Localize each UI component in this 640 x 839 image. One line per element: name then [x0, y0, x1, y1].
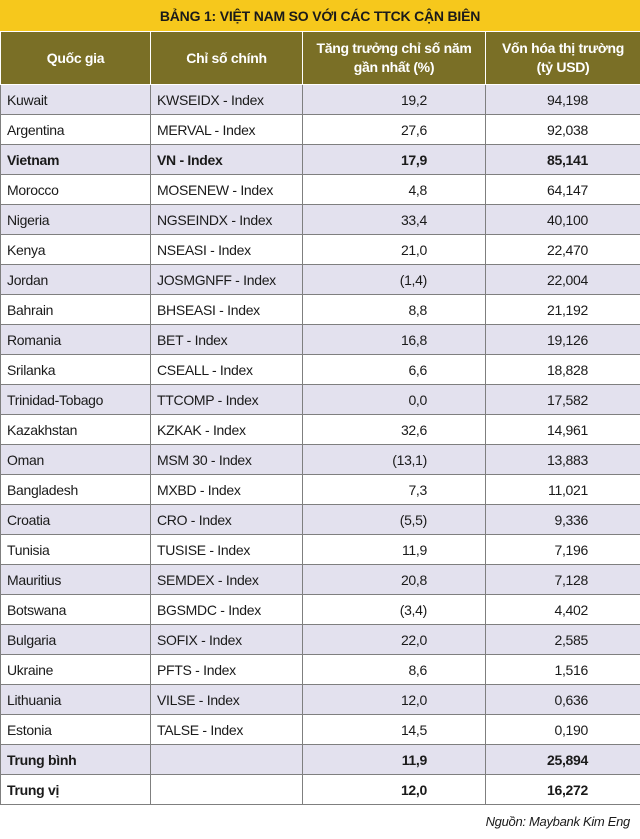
table-title: BẢNG 1: VIỆT NAM SO VỚI CÁC TTCK CẬN BIÊN — [0, 0, 640, 31]
table-row — [1, 265, 640, 295]
header-growth — [303, 32, 486, 85]
header-country: Quốc gia — [1, 32, 151, 85]
cell-market-cap: 92,038 — [486, 115, 640, 145]
cell-index: PFTS - Index — [151, 655, 303, 685]
header-index: Chỉ số chính — [151, 32, 303, 85]
cell-country: Trung bình — [1, 745, 151, 775]
cell-growth: 19,2 — [303, 85, 486, 115]
cell-market-cap: 21,192 — [486, 295, 640, 325]
cell-country: Kazakhstan — [1, 415, 151, 445]
cell-index: MERVAL - Index — [151, 115, 303, 145]
cell-country: Trinidad-Tobago — [1, 385, 151, 415]
table-row — [1, 625, 640, 655]
cell-growth: 32,6 — [303, 415, 486, 445]
header-cap-line2: (tỷ USD) — [536, 59, 590, 75]
cell-country: Kenya — [1, 235, 151, 265]
cell-market-cap: 2,585 — [486, 625, 640, 655]
cell-growth: 6,6 — [303, 355, 486, 385]
cell-country: Ukraine — [1, 655, 151, 685]
cell-market-cap: 19,126 — [486, 325, 640, 355]
market-comparison-table — [0, 31, 640, 805]
cell-index: TTCOMP - Index — [151, 385, 303, 415]
cell-index: CRO - Index — [151, 505, 303, 535]
source-note: Nguồn: Maybank Kim Eng — [485, 814, 630, 829]
cell-growth: 17,9 — [303, 145, 486, 175]
table-row — [1, 175, 640, 205]
table-header — [1, 32, 640, 85]
cell-market-cap: 7,128 — [486, 565, 640, 595]
cell-market-cap: 16,272 — [486, 775, 640, 805]
cell-country: Morocco — [1, 175, 151, 205]
cell-index: CSEALL - Index — [151, 355, 303, 385]
header-market-cap — [486, 32, 640, 85]
cell-index — [151, 745, 303, 775]
cell-index: BET - Index — [151, 325, 303, 355]
cell-index: KZKAK - Index — [151, 415, 303, 445]
cell-growth: 20,8 — [303, 565, 486, 595]
cell-market-cap: 22,004 — [486, 265, 640, 295]
table-row — [1, 535, 640, 565]
cell-growth: 8,6 — [303, 655, 486, 685]
table-row — [1, 715, 640, 745]
cell-country: Mauritius — [1, 565, 151, 595]
cell-market-cap: 14,961 — [486, 415, 640, 445]
cell-market-cap: 13,883 — [486, 445, 640, 475]
cell-country: Bangladesh — [1, 475, 151, 505]
table-body — [1, 85, 640, 805]
table-row — [1, 325, 640, 355]
cell-growth: 16,8 — [303, 325, 486, 355]
cell-index: JOSMGNFF - Index — [151, 265, 303, 295]
table-row — [1, 475, 640, 505]
cell-index: SEMDEX - Index — [151, 565, 303, 595]
table-row — [1, 115, 640, 145]
header-growth-line2: gần nhất (%) — [353, 59, 435, 75]
cell-country: Botswana — [1, 595, 151, 625]
cell-index: MXBD - Index — [151, 475, 303, 505]
cell-index: NGSEINDX - Index — [151, 205, 303, 235]
table-row — [1, 85, 640, 115]
cell-growth: 14,5 — [303, 715, 486, 745]
header-row — [1, 32, 640, 85]
cell-market-cap: 17,582 — [486, 385, 640, 415]
cell-market-cap: 18,828 — [486, 355, 640, 385]
header-cap-line1: Vốn hóa thị trường — [501, 40, 624, 56]
cell-market-cap: 1,516 — [486, 655, 640, 685]
cell-country: Vietnam — [1, 145, 151, 175]
cell-growth: 8,8 — [303, 295, 486, 325]
cell-growth: 4,8 — [303, 175, 486, 205]
table-row — [1, 385, 640, 415]
cell-market-cap: 11,021 — [486, 475, 640, 505]
cell-market-cap: 7,196 — [486, 535, 640, 565]
cell-growth: 11,9 — [303, 745, 486, 775]
table-row — [1, 235, 640, 265]
cell-growth: 12,0 — [303, 775, 486, 805]
cell-index: KWSEIDX - Index — [151, 85, 303, 115]
table-row — [1, 505, 640, 535]
cell-growth: (13,1) — [303, 445, 486, 475]
cell-market-cap: 64,147 — [486, 175, 640, 205]
cell-index: BGSMDC - Index — [151, 595, 303, 625]
table-row — [1, 685, 640, 715]
table-row — [1, 655, 640, 685]
cell-market-cap: 94,198 — [486, 85, 640, 115]
cell-country: Croatia — [1, 505, 151, 535]
header-growth-line1: Tăng trưởng chỉ số năm — [316, 40, 472, 56]
cell-growth: 21,0 — [303, 235, 486, 265]
table-row — [1, 775, 640, 805]
table-row — [1, 565, 640, 595]
cell-market-cap: 4,402 — [486, 595, 640, 625]
table-row — [1, 145, 640, 175]
cell-growth: 0,0 — [303, 385, 486, 415]
cell-country: Lithuania — [1, 685, 151, 715]
cell-index: NSEASI - Index — [151, 235, 303, 265]
cell-index: TALSE - Index — [151, 715, 303, 745]
cell-index: MSM 30 - Index — [151, 445, 303, 475]
table-row — [1, 415, 640, 445]
cell-country: Romania — [1, 325, 151, 355]
cell-country: Srilanka — [1, 355, 151, 385]
table-row — [1, 295, 640, 325]
cell-country: Nigeria — [1, 205, 151, 235]
cell-country: Bahrain — [1, 295, 151, 325]
cell-index: MOSENEW - Index — [151, 175, 303, 205]
cell-index: BHSEASI - Index — [151, 295, 303, 325]
cell-index: VILSE - Index — [151, 685, 303, 715]
cell-growth: 33,4 — [303, 205, 486, 235]
cell-country: Argentina — [1, 115, 151, 145]
cell-market-cap: 22,470 — [486, 235, 640, 265]
cell-index: TUSISE - Index — [151, 535, 303, 565]
table-row — [1, 205, 640, 235]
cell-growth: (3,4) — [303, 595, 486, 625]
cell-growth: 27,6 — [303, 115, 486, 145]
cell-index: VN - Index — [151, 145, 303, 175]
cell-growth: 7,3 — [303, 475, 486, 505]
cell-market-cap: 0,636 — [486, 685, 640, 715]
table-row — [1, 445, 640, 475]
cell-market-cap: 40,100 — [486, 205, 640, 235]
table-row — [1, 595, 640, 625]
cell-country: Kuwait — [1, 85, 151, 115]
cell-country: Estonia — [1, 715, 151, 745]
cell-index — [151, 775, 303, 805]
cell-country: Jordan — [1, 265, 151, 295]
cell-country: Trung vị — [1, 775, 151, 805]
cell-country: Tunisia — [1, 535, 151, 565]
table-row — [1, 745, 640, 775]
cell-growth: (1,4) — [303, 265, 486, 295]
cell-index: SOFIX - Index — [151, 625, 303, 655]
cell-country: Bulgaria — [1, 625, 151, 655]
cell-market-cap: 9,336 — [486, 505, 640, 535]
cell-market-cap: 25,894 — [486, 745, 640, 775]
cell-country: Oman — [1, 445, 151, 475]
table-row — [1, 355, 640, 385]
cell-growth: 22,0 — [303, 625, 486, 655]
cell-growth: 11,9 — [303, 535, 486, 565]
cell-market-cap: 0,190 — [486, 715, 640, 745]
cell-growth: (5,5) — [303, 505, 486, 535]
cell-market-cap: 85,141 — [486, 145, 640, 175]
cell-growth: 12,0 — [303, 685, 486, 715]
